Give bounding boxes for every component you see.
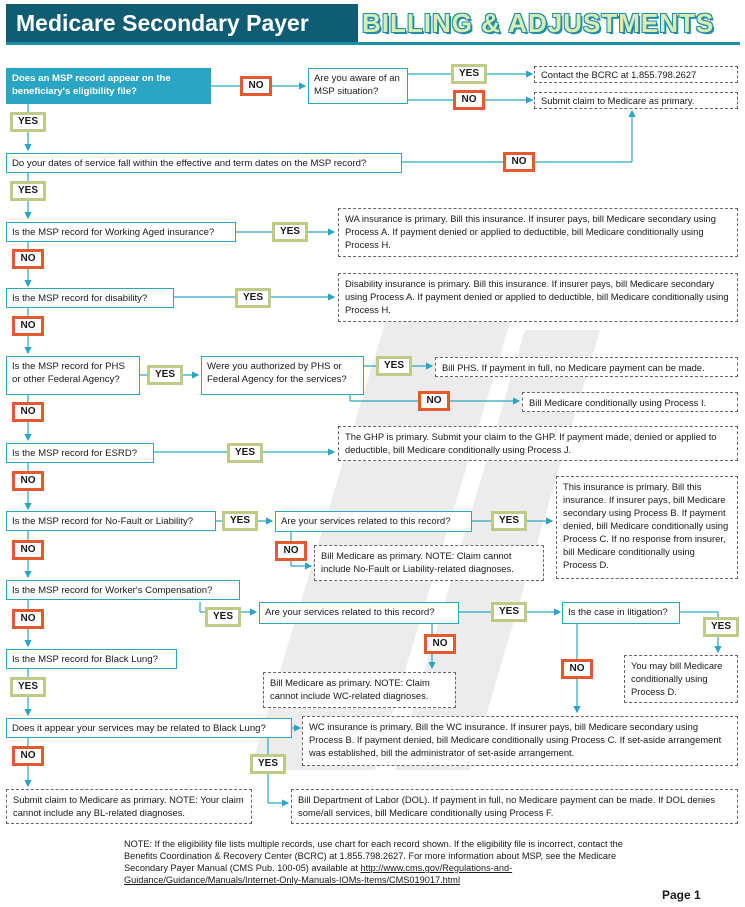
no-label: NO — [424, 634, 456, 654]
yes-label: YES — [10, 112, 46, 132]
result-disability: Disability insurance is primary. Bill this insurance. If insurer pays, bill Medicare secondary using Process A. If payment denied or applied to deductible, bill Medicare conditionally using Process H. — [338, 273, 738, 322]
yes-label: YES — [491, 511, 527, 531]
result-wc: WC insurance is primary. Bill the WC insurance. If insurer pays, bill Medicare secondary using Process B. If payment denied, bill Medicare conditionally using Process C. If set-aside arrangement was established, bill the administrator of set-aside arrangement. — [302, 716, 738, 766]
result-phs-conditional: Bill Medicare conditionally using Process I. — [522, 392, 738, 412]
yes-label: YES — [10, 677, 46, 697]
no-label: NO — [418, 391, 450, 411]
no-label: NO — [240, 76, 272, 96]
no-label: NO — [12, 471, 44, 491]
result-bill-phs: Bill PHS. If payment in full, no Medicare payment can be made. — [435, 357, 738, 377]
yes-label: YES — [272, 222, 308, 242]
footer-link[interactable]: http://www.cms.gov/Regulations-and-Guidance/Guidance/Manuals/Internet-Only-Manuals-IOMs-Items/CMS019017.html — [124, 863, 513, 885]
result-submit-primary: Submit claim to Medicare as primary. — [534, 92, 738, 109]
result-nofault-primary: Bill Medicare as primary. NOTE: Claim cannot include No-Fault or Liability-related diagnoses. — [314, 545, 544, 581]
yes-label: YES — [147, 365, 183, 385]
page-number: Page 1 — [662, 888, 701, 902]
no-label: NO — [453, 90, 485, 110]
yes-label: YES — [451, 64, 487, 84]
question-working-aged: Is the MSP record for Working Aged insurance? — [6, 222, 236, 242]
result-esrd: The GHP is primary. Submit your claim to the GHP. If payment made, denied or applied to deductible, bill Medicare conditionally using Process J. — [338, 426, 738, 461]
no-label: NO — [12, 316, 44, 336]
no-label: NO — [275, 541, 307, 561]
no-label: NO — [12, 609, 44, 629]
yes-label: YES — [10, 181, 46, 201]
yes-label: YES — [227, 443, 263, 463]
footer-note — [124, 838, 624, 886]
question-black-lung-related: Does it appear your services may be related to Black Lung? — [6, 718, 292, 738]
yes-label: YES — [250, 754, 286, 774]
question-workers-comp: Is the MSP record for Worker's Compensation? — [6, 580, 240, 600]
question-msp-record: Does an MSP record appear on the beneficiary's eligibility file? — [6, 68, 211, 104]
no-label: NO — [503, 152, 535, 172]
question-litigation: Is the case in litigation? — [562, 602, 680, 624]
question-aware-msp: Are you aware of an MSP situation? — [308, 68, 408, 104]
yes-label: YES — [376, 356, 412, 376]
page-title: Medicare Secondary Payer — [6, 4, 358, 42]
header-divider — [6, 42, 740, 45]
question-black-lung: Is the MSP record for Black Lung? — [6, 649, 177, 669]
result-contact-bcrc: Contact the BCRC at 1.855.798.2627 — [534, 66, 738, 83]
no-label: NO — [12, 402, 44, 422]
result-wc-primary: Bill Medicare as primary. NOTE: Claim cannot include WC-related diagnoses. — [263, 672, 456, 708]
result-litigation: You may bill Medicare conditionally using Process D. — [624, 655, 738, 703]
yes-label: YES — [491, 602, 527, 622]
result-dol: Bill Department of Labor (DOL). If payment in full, no Medicare payment can be made. If DOL denies some/all services, bill Medicare conditionally using Process F. — [291, 789, 738, 824]
result-black-lung-primary: Submit claim to Medicare as primary. NOTE: Your claim cannot include any BL-related diagnoses. — [6, 789, 252, 824]
question-esrd: Is the MSP record for ESRD? — [6, 443, 154, 463]
question-phs: Is the MSP record for PHS or other Federal Agency? — [6, 356, 140, 395]
yes-label: YES — [222, 511, 258, 531]
question-phs-authorized: Were you authorized by PHS or Federal Agency for the services? — [201, 356, 364, 395]
question-wc-related: Are your services related to this record? — [259, 602, 459, 624]
result-no-fault: This insurance is primary. Bill this insurance. If insurer pays, bill Medicare secondary using Process B. If payment denied, bill Medicare conditionally using Process C. If no response from insurer, bill Medicare conditionally using Process D. — [556, 476, 738, 579]
yes-label: YES — [205, 607, 241, 627]
page-subtitle: BILLING & ADJUSTMENTS — [362, 8, 715, 38]
no-label: NO — [561, 659, 593, 679]
no-label: NO — [12, 249, 44, 269]
question-nofault-related: Are your services related to this record? — [275, 511, 472, 532]
question-disability: Is the MSP record for disability? — [6, 288, 174, 308]
question-no-fault: Is the MSP record for No-Fault or Liability? — [6, 511, 216, 531]
yes-label: YES — [703, 617, 739, 637]
question-dates-of-service: Do your dates of service fall within the effective and term dates on the MSP record? — [6, 153, 402, 173]
yes-label: YES — [235, 288, 271, 308]
no-label: NO — [12, 746, 44, 766]
no-label: NO — [12, 540, 44, 560]
result-working-aged: WA insurance is primary. Bill this insurance. If insurer pays, bill Medicare secondary using Process A. If payment denied or applied to deductible, bill Medicare conditionally using Process H. — [338, 208, 738, 257]
footer-note-text: NOTE: If the eligibility file lists multiple records, use chart for each record shown. If the eligibility file is incorrect, contact the Benefits Coordination & Recovery Center (BCRC) at 1.855.798.2627. For more information about MSP, see the Medicare Secondary Payer Manual (CMS Pub. 100-05) available at — [124, 839, 623, 873]
